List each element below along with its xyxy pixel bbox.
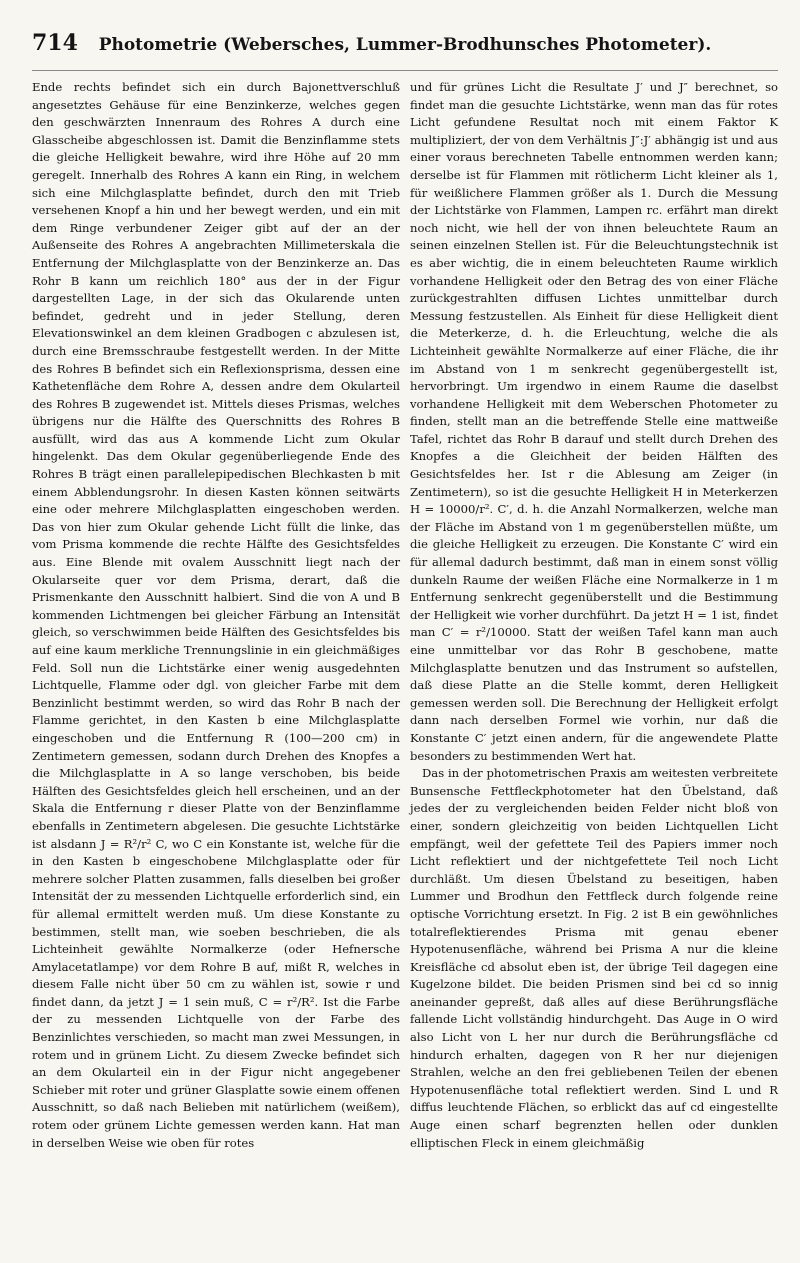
page-header <box>32 30 778 71</box>
left-column <box>32 79 400 1152</box>
right-paragraph-1: und für grünes Licht die Resultate J′ und J″ berechnet, so findet man die gesuchte Lichtstärke, wenn man das für rotes Licht gefundene Resultat noch mit einem Faktor K multipliziert, der von dem Verhältnis J″:J′ abhängig ist und aus einer voraus berechneten Tabelle entnommen werden kann; derselbe ist für Flammen mit rötlicherm Licht kleiner als 1, für weißlichere Flammen größer als 1. Durch die Messung der Lichtstärke von Flammen, Lampen rc. erfährt man direkt noch nicht, wie hell der von ihnen beleuchtete Raum an seinen einzelnen Stellen ist. Für die Beleuchtungstechnik ist es aber wichtig, die in einem beleuchteten Raume wirklich vorhandene Helligkeit oder den Betrag des von einer Fläche zurückgestrahlten diffusen Lichtes unmittelbar durch Messung festzustellen. Als Einheit für diese Helligkeit dient die Meterkerze, d. h. die Erleuchtung, welche die als Lichteinheit gewählte Normalkerze auf einer Fläche, die ihr im Abstand von 1 m senkrecht gegenübergestellt ist, hervorbringt. Um irgendwo in einem Raume die daselbst vorhandene Helligkeit mit dem Weberschen Photometer zu finden, stellt man an die betreffende Stelle eine mattweiße Tafel, richtet das Rohr B darauf und stellt durch Drehen des Knopfes a die Gleichheit der beiden Hälften des Gesichtsfeldes her. Ist r die Ablesung am Zeiger (in Zentimetern), so ist die gesuchte Helligkeit H in Meterkerzen H = 10000/r². C′, d. h. die Anzahl Normalkerzen, welche man der Fläche im Abstand von 1 m gegenüberstellen müßte, um die gleiche Helligkeit zu erzeugen. Die Konstante C′ wird ein für allemal dadurch bestimmt, daß man in einem sonst völlig dunkeln Raume der weißen Fläche eine Normalkerze in 1 m Entfernung senkrecht gegenüberstellt und die Bestimmung der Helligkeit wie vorher durchführt. Da jetzt H = 1 ist, findet man C′ = r²/10000. Statt der weißen Tafel kann man auch eine unmittelbar vor das Rohr B geschobene, matte Milchglasplatte benutzen und das Instrument so aufstellen, daß diese Platte an die Stelle kommt, deren Helligkeit gemessen werden soll. Die Berechnung der Helligkeit erfolgt dann nach derselben Formel wie vorhin, nur daß die Konstante C′ jetzt einen andern, für die angewendete Platte besonders zu bestimmenden Wert hat. <box>410 80 778 763</box>
right-column <box>410 79 778 1152</box>
running-title: Photometrie (Webersches, Lummer-Brodhunsches Photometer). <box>98 35 712 55</box>
right-paragraph-2: Das in der photometrischen Praxis am weitesten verbreitete Bunsensche Fettfleckphotometer hat den Übelstand, daß jedes der zu vergleichenden beiden Felder nicht bloß von einer, sondern gleichzeitig von beiden Lichtquellen Licht empfängt, weil der gefettete Teil des Papiers immer noch Licht reflektiert und der nichtgefettete Teil noch Licht durchläßt. Um diesen Übelstand zu beseitigen, haben Lummer und Brodhun den Fettfleck durch folgende reine optische Vorrichtung ersetzt. In Fig. 2 ist B ein gewöhnliches totalreflektierendes Prisma mit genau ebener Hypotenusenfläche, während bei Prisma A nur die kleine Kreisfläche cd absolut eben ist, der übrige Teil dagegen eine Kugelzone bildet. Die beiden Prismen sind bei cd so innig aneinander gepreßt, daß alles auf diese Berührungsfläche fallende Licht vollständig hindurchgeht. Das Auge in O wird also Licht von L her nur durch die Berührungsfläche cd hindurch erhalten, dagegen von R her nur diejenigen Strahlen, welche an den frei gebliebenen Teilen der ebenen Hypotenusenfläche total reflektiert werden. Sind L und R diffus leuchtende Flächen, so erblickt das auf cd eingestellte Auge einen scharf begrenzten hellen oder dunklen elliptischen Fleck in einem gleichmäßig <box>410 766 778 1150</box>
document-page <box>32 30 778 1152</box>
left-paragraph-1: Ende rechts befindet sich ein durch Bajonettverschluß angesetztes Gehäuse für eine Benzinkerze, welches gegen den geschwärzten Innenraum des Rohres A durch eine Glasscheibe abgeschlossen ist. Damit die Benzinflamme stets die gleiche Helligkeit bewahre, wird ihre Höhe auf 20 mm geregelt. Innerhalb des Rohres A kann ein Ring, in welchem sich eine Milchglasplatte befindet, durch den mit Trieb versehenen Knopf a hin und her bewegt werden, und ein mit dem Ringe verbundener Zeiger gibt auf der an der Außenseite des Rohres A angebrachten Millimeterskala die Entfernung der Milchglasplatte von der Benzinkerze an. Das Rohr B kann um reichlich 180° aus der in der Figur dargestellten Lage, in der sich das Okularende unten befindet, gedreht und in jeder Stellung, deren Elevationswinkel an dem kleinen Gradbogen c abzulesen ist, durch eine Bremsschraube festgestellt werden. In der Mitte des Rohres B befindet sich ein Reflexionsprisma, dessen eine Kathetenfläche dem Rohre A, dessen andre dem Okularteil des Rohres B zugewendet ist. Mittels dieses Prismas, welches übrigens nur die Hälfte des Querschnitts des Rohres B ausfüllt, wird das aus A kommende Licht zum Okular hingelenkt. Das dem Okular gegenüberliegende Ende des Rohres B trägt einen parallelepipedischen Blechkasten b mit einem Abblendungsrohr. In diesen Kasten können seitwärts eine oder mehrere Milchglasplatten eingeschoben werden. Das von hier zum Okular gehende Licht füllt die linke, das vom Prisma kommende die rechte Hälfte des Gesichtsfeldes aus. Eine Blende mit ovalem Ausschnitt liegt nach der Okularseite quer vor dem Prisma, derart, daß die Prismenkante den Ausschnitt halbiert. Sind die von A und B kommenden Lichtmengen bei gleicher Färbung an Intensität gleich, so verschwimmen beide Hälften des Gesichtsfeldes bis auf eine kaum merkliche Trennungslinie in ein gleichmäßiges Feld. Soll nun die Lichtstärke einer wenig ausgedehnten Lichtquelle, Flamme oder dgl. von gleicher Farbe mit dem Benzinlicht bestimmt werden, so wird das Rohr B nach der Flamme gerichtet, in den Kasten b eine Milchglasplatte eingeschoben und die Entfernung R (100—200 cm) in Zentimetern gemessen, sodann durch Drehen des Knopfes a die Milchglasplatte in A so lange verschoben, bis beide Hälften des Gesichtsfeldes gleich hell erscheinen, und an der Skala die Entfernung r dieser Platte von der Benzinflamme ebenfalls in Zentimetern abgelesen. Die gesuchte Lichtstärke ist alsdann J = R²/r² C, wo C ein Konstante ist, welche für die in den Kasten b eingeschobene Milchglasplatte oder für mehrere solcher Platten zusammen, falls dieselben bei großer Intensität der zu messenden Lichtquelle erforderlich sind, ein für allemal ermittelt werden muß. Um diese Konstante zu bestimmen, stellt man, wie soeben beschrieben, die als Lichteinheit gewählte Normalkerze (oder Hefnersche Amylacetatlampe) vor dem Rohre B auf, mißt R, welches in diesem Falle nicht über 50 cm zu wählen ist, sowie r und findet dann, da jetzt J = 1 sein muß, C = r²/R². Ist die Farbe der zu messenden Lichtquelle von der Farbe des Benzinlichtes verschieden, so macht man zwei Messungen, in rotem und in grünem Licht. Zu diesem Zwecke befindet sich an dem Okularteil ein in der Figur nicht angegebener Schieber mit roter und grüner Glasplatte sowie einem offenen Ausschnitt, so daß nach Belieben mit natürlichem (weißem), rotem oder grünem Lichte gemessen werden kann. Hat man in derselben Weise wie oben für rotes <box>32 80 400 1150</box>
text-columns <box>32 79 778 1152</box>
page-number: 714 <box>32 30 78 56</box>
